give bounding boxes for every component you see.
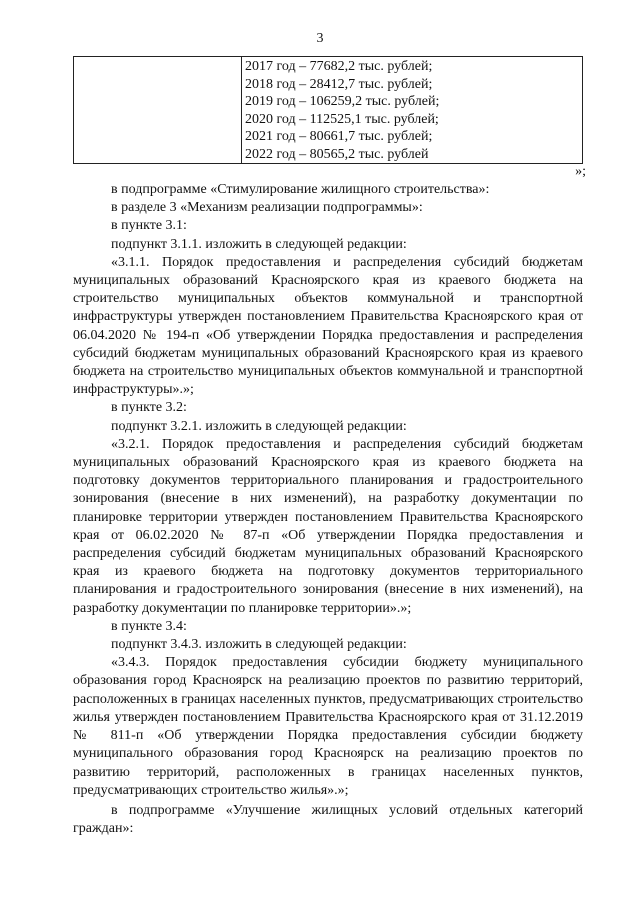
- funding-row-2020: 2020 год – 112525,1 тыс. рублей;: [245, 111, 439, 127]
- page-number: 3: [316, 31, 324, 46]
- paragraph-subprogram-housing-construction: в подпрограмме «Стимулирование жилищного строительства»:: [111, 182, 490, 197]
- funding-row-2022: 2022 год – 80565,2 тыс. рублей: [245, 146, 429, 162]
- paragraph-point-3-4: в пункте 3.4:: [111, 618, 187, 634]
- funding-row-2021: 2021 год – 80661,7 тыс. рублей;: [245, 129, 433, 144]
- funding-row-2017: 2017 год – 77682,2 тыс. рублей;: [245, 59, 433, 74]
- paragraph-subpoint-3-2-1-intro: подпункт 3.2.1. изложить в следующей редакции:: [111, 418, 407, 434]
- paragraph-point-3-2: в пункте 3.2:: [111, 400, 187, 416]
- paragraph-point-3-1: в пункте 3.1:: [111, 218, 187, 234]
- document-body: [73, 181, 583, 838]
- funding-table: [73, 56, 583, 164]
- table-column-divider: [241, 57, 242, 163]
- paragraph-subpoint-3-4-3-text: «3.4.3. Порядок предоставления субсидии бюджету муниципального образования город Красноярск на реализацию проектов по развитию территорий, расположенных в границах населенных пунктов, предусматривающих строительство жилья утвержден постановлением Правительства Красноярского края от 31.12.2019 № 811-п «Об утверждении Порядка предоставления субсидии бюджету муниципального образования город Красноярск на реализацию проектов по развитию территорий, расположенных в границах населенных пунктов, предусматривающих строительство жилья».»;: [73, 655, 583, 798]
- paragraph-subprogram-housing-conditions: в подпрограмме «Улучшение жилищных условий отдельных категорий граждан»:: [73, 802, 583, 837]
- funding-row-2019: 2019 год – 106259,2 тыс. рублей;: [245, 94, 440, 109]
- funding-row-2018: 2018 год – 28412,7 тыс. рублей;: [245, 76, 433, 92]
- closing-quote: »;: [575, 164, 586, 179]
- paragraph-subpoint-3-1-1-intro: подпункт 3.1.1. изложить в следующей редакции:: [111, 236, 407, 252]
- paragraph-subpoint-3-2-1-text: «3.2.1. Порядок предоставления и распределения субсидий бюджетам муниципальных образований Красноярского края из краевого бюджета на подготовку документов территориального планирования и градостроительного зонирования (внесение в них изменений), на разработку документации по планировке территории утвержден постановлением Правительства Красноярского края от 06.02.2020 № 87-п «Об утверждении Порядка предоставления и распределения субсидий бюджетам муниципальных образований Красноярского края из краевого бюджета на подготовку документов территориального планирования и градостроительного зонирования (внесение в них изменений), на разработку документации по планировке территории».»;: [73, 436, 583, 616]
- paragraph-subpoint-3-4-3-intro: подпункт 3.4.3. изложить в следующей редакции:: [111, 637, 407, 653]
- funding-table-cell: [245, 57, 578, 163]
- paragraph-section-3: в разделе 3 «Механизм реализации подпрограммы»:: [111, 200, 423, 216]
- paragraph-subpoint-3-1-1-text: «3.1.1. Порядок предоставления и распределения субсидий бюджетам муниципальных образований Красноярского края из краевого бюджета на строительство муниципальных объектов коммунальной и транспортной инфраструктуры утвержден постановлением Правительства Красноярского края от 06.04.2020 № 194-п «Об утверждении Порядка предоставления и распределения субсидий бюджетам муниципальных образований Красноярского края из краевого бюджета на строительство муниципальных объектов коммунальной и транспортной инфраструктуры».»;: [73, 254, 583, 398]
